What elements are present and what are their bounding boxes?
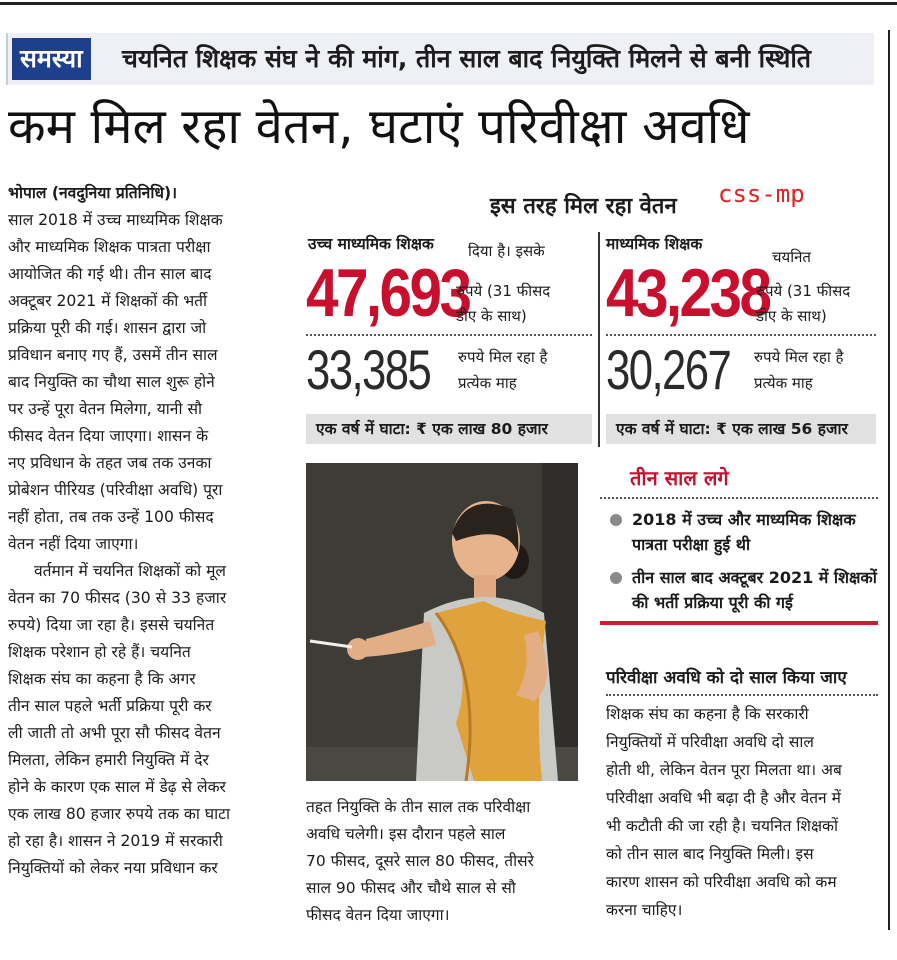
higher-dotted-divider bbox=[306, 334, 592, 336]
secondary-full-note-1: रुपये (31 फीसद bbox=[756, 282, 851, 300]
article-line: अवधि चलेगी। इस दौरान पहले साल bbox=[306, 825, 506, 843]
salary-divider bbox=[598, 232, 600, 447]
higher-current-note-2: प्रत्येक माह bbox=[458, 374, 517, 392]
article-line: एक लाख 80 हजार रुपये तक का घाटा bbox=[8, 805, 231, 823]
secondary-teacher-label: माध्यमिक शिक्षक bbox=[606, 235, 703, 253]
secondary-annual-loss: एक वर्ष में घाटा: ₹ एक लाख 56 हजार bbox=[606, 414, 876, 444]
bullet-dot-icon bbox=[610, 514, 622, 526]
secondary-current-salary: 30,267 bbox=[606, 338, 731, 401]
secondary-note-top: चयनित bbox=[772, 248, 811, 266]
three-years-heading: तीन साल लगे bbox=[630, 466, 729, 490]
source-stamp: css-mp bbox=[718, 180, 805, 208]
article-line: साल 2018 में उच्च माध्यमिक शिक्षक bbox=[8, 211, 223, 229]
secondary-current-note-1: रुपये मिल रहा है bbox=[754, 348, 844, 366]
probation-divider bbox=[606, 694, 878, 696]
article-line: नहीं होता, तब तक उन्हें 100 फीसद bbox=[8, 508, 214, 526]
higher-full-note-2: डीए के साथ) bbox=[456, 307, 527, 325]
higher-teacher-label: उच्च माध्यमिक शिक्षक bbox=[308, 235, 434, 253]
article-line: फीसद वेतन दिया जाएगा। bbox=[306, 906, 450, 924]
probation-line: कारण शासन को परिवीक्षा अवधि को कम bbox=[606, 873, 837, 891]
higher-current-salary: 33,385 bbox=[306, 338, 431, 401]
bullet-dot-icon bbox=[610, 572, 622, 584]
article-line: होने के कारण एक साल में डेढ़ से लेकर bbox=[8, 778, 226, 796]
article-line: मिलता, लेकिन हमारी नियुक्ति में देर bbox=[8, 751, 209, 769]
article-line: शिक्षक संघ का कहना है कि अगर bbox=[8, 670, 196, 688]
article-line: हो रहा है। शासन ने 2019 में सरकारी bbox=[8, 832, 223, 850]
strapline-bar bbox=[6, 33, 874, 85]
red-rule bbox=[600, 621, 878, 625]
article-line: नियुक्तियों को लेकर नया प्रविधान कर bbox=[8, 859, 218, 877]
higher-current-note-1: रुपये मिल रहा है bbox=[458, 348, 548, 366]
article-line: प्रक्रिया पूरी की गई। शासन द्वारा जो bbox=[8, 319, 207, 337]
article-line: फीसद वेतन दिया जाएगा। शासन के bbox=[8, 427, 209, 445]
article-line: वेतन नहीं दिया जाएगा। bbox=[8, 535, 139, 553]
article-line: प्रविधान बनाए गए हैं, उसमें तीन साल bbox=[8, 346, 218, 364]
article-line: 70 फीसद, दूसरे साल 80 फीसद, तीसरे bbox=[306, 852, 534, 870]
bullet-text: 2018 में उच्च और माध्यमिक शिक्षक पात्रता परीक्षा हुई थी bbox=[632, 510, 856, 554]
article-line: नए प्रविधान के तहत जब तक उनका bbox=[8, 454, 212, 472]
teacher-illustration bbox=[306, 463, 578, 781]
main-headline: कम मिल रहा वेतन, घटाएं परिवीक्षा अवधि bbox=[8, 98, 750, 155]
higher-full-note-1: रुपये (31 फीसद bbox=[456, 282, 551, 300]
probation-line: परिवीक्षा अवधि भी बढ़ा दी है और वेतन में bbox=[606, 789, 841, 807]
article-line: और माध्यमिक शिक्षक पात्रता परीक्षा bbox=[8, 238, 211, 256]
higher-note-top: दिया है। इसके bbox=[468, 242, 545, 260]
article-line: प्रोबेशन पीरियड (परिवीक्षा अवधि) पूरा bbox=[8, 481, 223, 499]
higher-full-salary: 47,693 bbox=[306, 255, 470, 331]
article-line: वेतन का 70 फीसद (30 से 33 हजार bbox=[8, 589, 227, 607]
category-tag: समस्या bbox=[12, 38, 91, 80]
probation-heading: परिवीक्षा अवधि को दो साल किया जाए bbox=[606, 668, 847, 688]
article-line: पर उन्हें पूरा वेतन मिलेगा, यानी सौ bbox=[8, 400, 203, 418]
column-divider-right bbox=[888, 30, 890, 930]
article-line: अक्टूबर 2021 में शिक्षकों की भर्ती bbox=[8, 292, 208, 310]
article-line: साल 90 फीसद और चौथे साल से सौ bbox=[306, 879, 516, 897]
article-line: तहत नियुक्ति के तीन साल तक परिवीक्षा bbox=[306, 798, 531, 816]
secondary-full-note-2: डीए के साथ) bbox=[756, 307, 827, 325]
bullet-text: तीन साल बाद अक्टूबर 2021 में शिक्षकों की भर्ती प्रक्रिया पूरी की गई bbox=[632, 568, 877, 612]
probation-line: को तीन साल बाद नियुक्ति मिली। इस bbox=[606, 845, 814, 863]
secondary-current-note-2: प्रत्येक माह bbox=[754, 374, 813, 392]
probation-line: करना चाहिए। bbox=[606, 901, 683, 919]
dateline: भोपाल (नवदुनिया प्रतिनिधि)। bbox=[8, 184, 177, 202]
article-line: आयोजित की गई थी। तीन साल बाद bbox=[8, 265, 212, 283]
three-years-divider bbox=[600, 497, 878, 499]
top-rule bbox=[0, 2, 897, 5]
article-line: ली जाती तो अभी पूरा सौ फीसद वेतन bbox=[8, 724, 221, 742]
teacher-illustration-icon bbox=[306, 463, 578, 781]
probation-text bbox=[606, 700, 878, 924]
probation-line: भी कटौती की जा रही है। चयनित शिक्षकों bbox=[606, 817, 838, 835]
article-line: रुपये) दिया जा रहा है। इससे चयनित bbox=[8, 616, 215, 634]
secondary-dotted-divider bbox=[606, 334, 876, 336]
bullet-item bbox=[600, 507, 878, 557]
probation-line: होती थी, लेकिन वेतन पूरा मिलता था। अब bbox=[606, 761, 842, 779]
higher-annual-loss: एक वर्ष में घाटा: ₹ एक लाख 80 हजार bbox=[306, 414, 592, 444]
article-continued bbox=[306, 794, 586, 929]
article-line: शिक्षक परेशान हो रहे हैं। चयनित bbox=[8, 643, 191, 661]
probation-line: शिक्षक संघ का कहना है कि सरकारी bbox=[606, 705, 809, 723]
bullet-item bbox=[600, 565, 878, 615]
secondary-full-salary: 43,238 bbox=[606, 255, 770, 331]
article-line: तीन साल पहले भर्ती प्रक्रिया पूरी कर bbox=[8, 697, 212, 715]
three-years-box bbox=[600, 463, 878, 625]
article-column bbox=[8, 180, 292, 882]
salary-heading: इस तरह मिल रहा वेतन bbox=[490, 194, 677, 219]
article-line: वर्तमान में चयनित शिक्षकों को मूल bbox=[34, 562, 226, 580]
article-line: बाद नियुक्ति का चौथा साल शुरू होने bbox=[8, 373, 215, 391]
probation-line: नियुक्तियों में परिवीक्षा अवधि दो साल bbox=[606, 733, 814, 751]
kicker-headline: चयनित शिक्षक संघ ने की मांग, तीन साल बाद नियुक्ति मिलने से बनी स्थिति bbox=[122, 44, 812, 73]
